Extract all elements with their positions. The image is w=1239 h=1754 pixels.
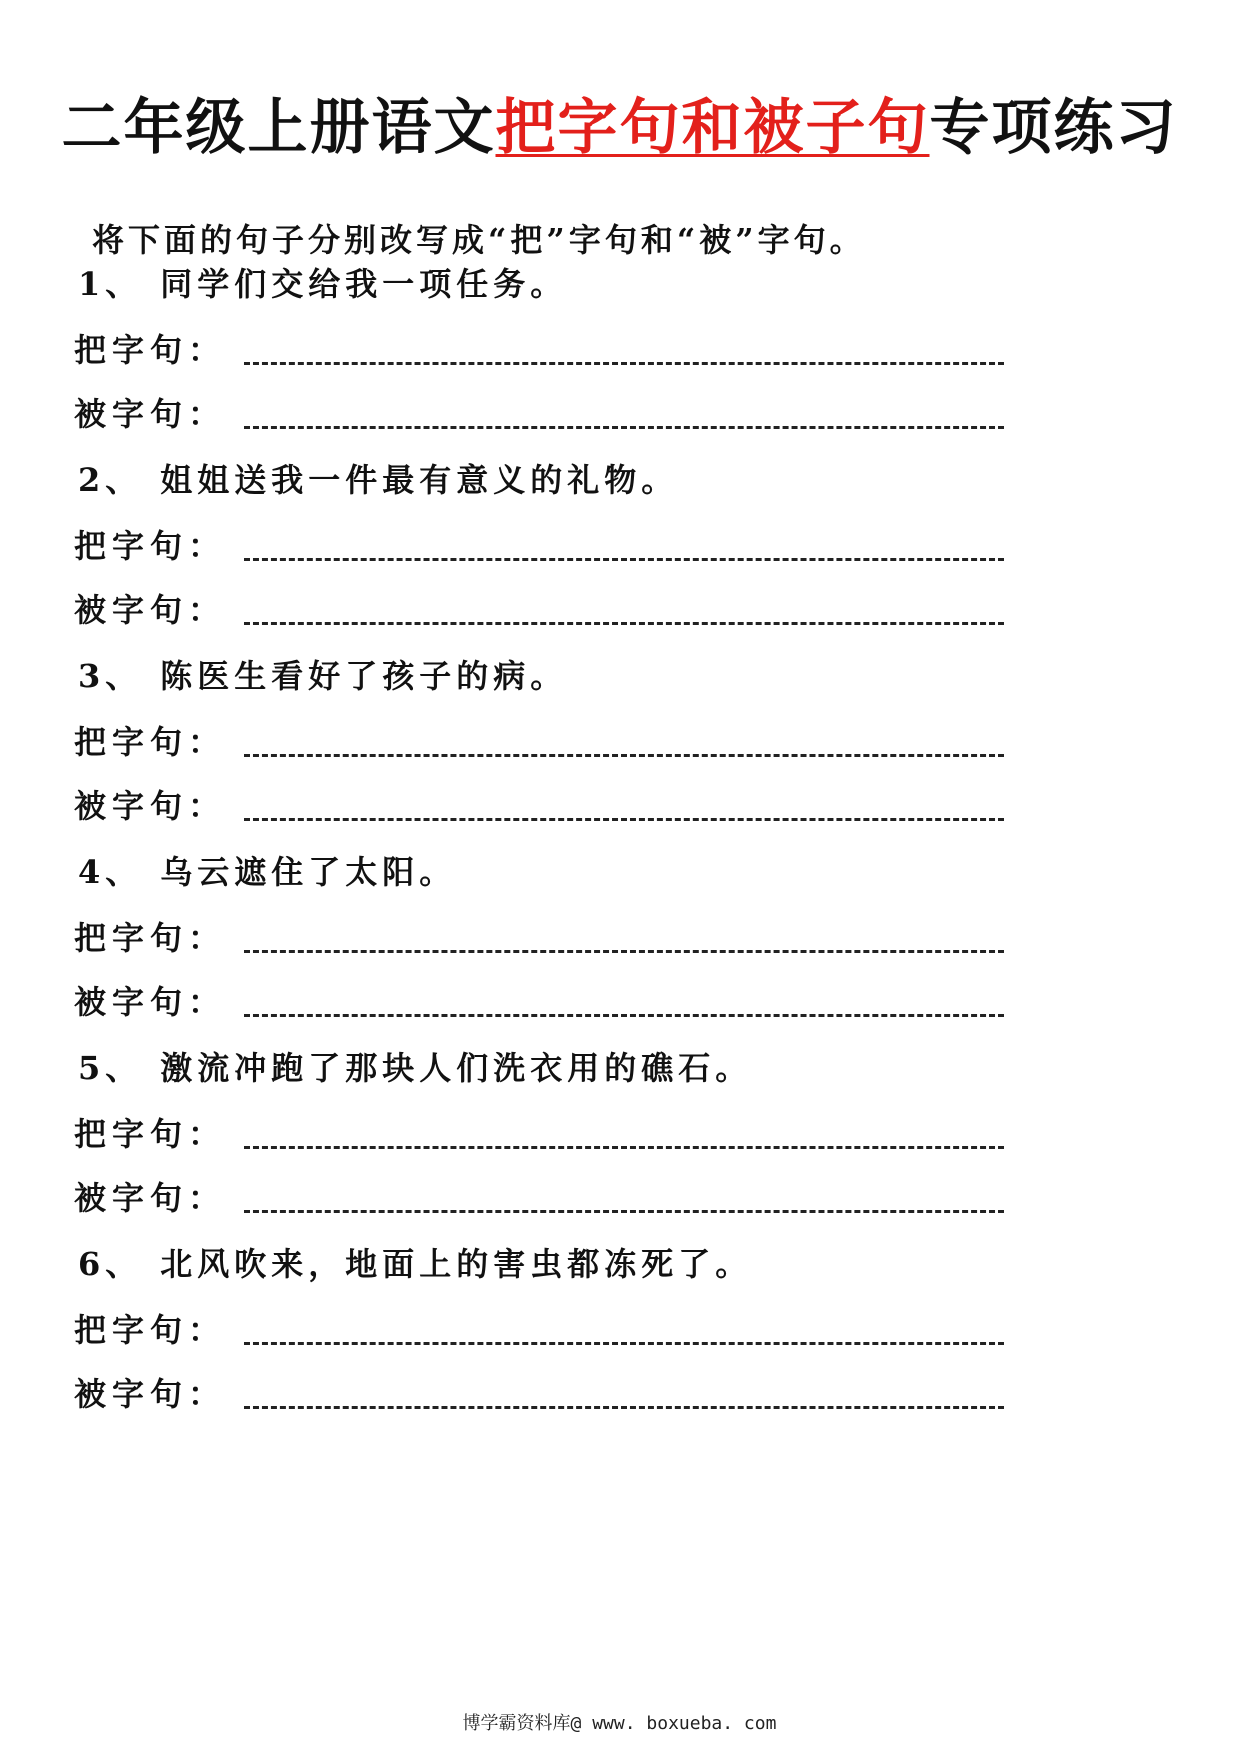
answer-blank[interactable] <box>244 1146 1004 1149</box>
answer-ba-6[interactable] <box>74 1308 1004 1352</box>
title-suffix: 专项练习 <box>929 93 1178 163</box>
question-number: 3、 <box>78 657 143 695</box>
question-4 <box>78 850 456 894</box>
answer-blank[interactable] <box>244 1342 1004 1345</box>
answer-label-bei: 被字句： <box>74 591 227 629</box>
page-title <box>0 88 1239 168</box>
answer-blank[interactable] <box>244 1406 1004 1409</box>
question-3 <box>78 654 567 698</box>
answer-label-ba: 把字句： <box>74 919 227 957</box>
title-highlight: 把字句和被子句 <box>495 93 930 163</box>
answer-label-bei: 被字句： <box>74 983 227 1021</box>
answer-blank[interactable] <box>244 426 1004 429</box>
question-2 <box>78 458 678 502</box>
answer-blank[interactable] <box>244 818 1004 821</box>
answer-label-bei: 被字句： <box>74 787 227 825</box>
instruction-text: 将下面的句子分别改写成“把”字句和“被”字句。 <box>92 221 866 259</box>
answer-label-ba: 把字句： <box>74 527 227 565</box>
answer-ba-5[interactable] <box>74 1112 1004 1156</box>
question-number: 6、 <box>78 1245 143 1283</box>
answer-label-bei: 被字句： <box>74 395 227 433</box>
question-number: 2、 <box>78 461 143 499</box>
answer-ba-4[interactable] <box>74 916 1004 960</box>
answer-ba-3[interactable] <box>74 720 1004 764</box>
answer-blank[interactable] <box>244 1014 1004 1017</box>
question-text: 乌云遮住了太阳。 <box>160 853 457 891</box>
answer-ba-1[interactable] <box>74 328 1004 372</box>
question-number: 5、 <box>78 1049 143 1087</box>
answer-blank[interactable] <box>244 558 1004 561</box>
question-text: 姐姐送我一件最有意义的礼物。 <box>160 461 679 499</box>
answer-bei-3[interactable] <box>74 784 1004 828</box>
answer-label-bei: 被字句： <box>74 1375 227 1413</box>
answer-blank[interactable] <box>244 362 1004 365</box>
answer-label-ba: 把字句： <box>74 331 227 369</box>
answer-bei-5[interactable] <box>74 1176 1004 1220</box>
answer-label-ba: 把字句： <box>74 1311 227 1349</box>
question-text: 同学们交给我一项任务。 <box>160 265 568 303</box>
answer-label-bei: 被字句： <box>74 1179 227 1217</box>
answer-label-ba: 把字句： <box>74 723 227 761</box>
title-prefix: 二年级上册语文 <box>61 93 496 163</box>
question-text: 北风吹来，地面上的害虫都冻死了。 <box>160 1245 753 1283</box>
answer-bei-2[interactable] <box>74 588 1004 632</box>
question-number: 4、 <box>78 853 143 891</box>
question-5 <box>78 1046 752 1090</box>
answer-bei-1[interactable] <box>74 392 1004 436</box>
answer-label-ba: 把字句： <box>74 1115 227 1153</box>
question-text: 激流冲跑了那块人们洗衣用的礁石。 <box>160 1049 753 1087</box>
answer-ba-2[interactable] <box>74 524 1004 568</box>
answer-bei-6[interactable] <box>74 1372 1004 1416</box>
question-1 <box>78 262 567 306</box>
answer-blank[interactable] <box>244 950 1004 953</box>
answer-blank[interactable] <box>244 1210 1004 1213</box>
answer-blank[interactable] <box>244 622 1004 625</box>
answer-blank[interactable] <box>244 754 1004 757</box>
question-number: 1、 <box>78 265 143 303</box>
footer-watermark: 博学霸资料库@ www. boxueba. com <box>462 1713 777 1734</box>
question-text: 陈医生看好了孩子的病。 <box>160 657 568 695</box>
question-6 <box>78 1242 752 1286</box>
answer-bei-4[interactable] <box>74 980 1004 1024</box>
